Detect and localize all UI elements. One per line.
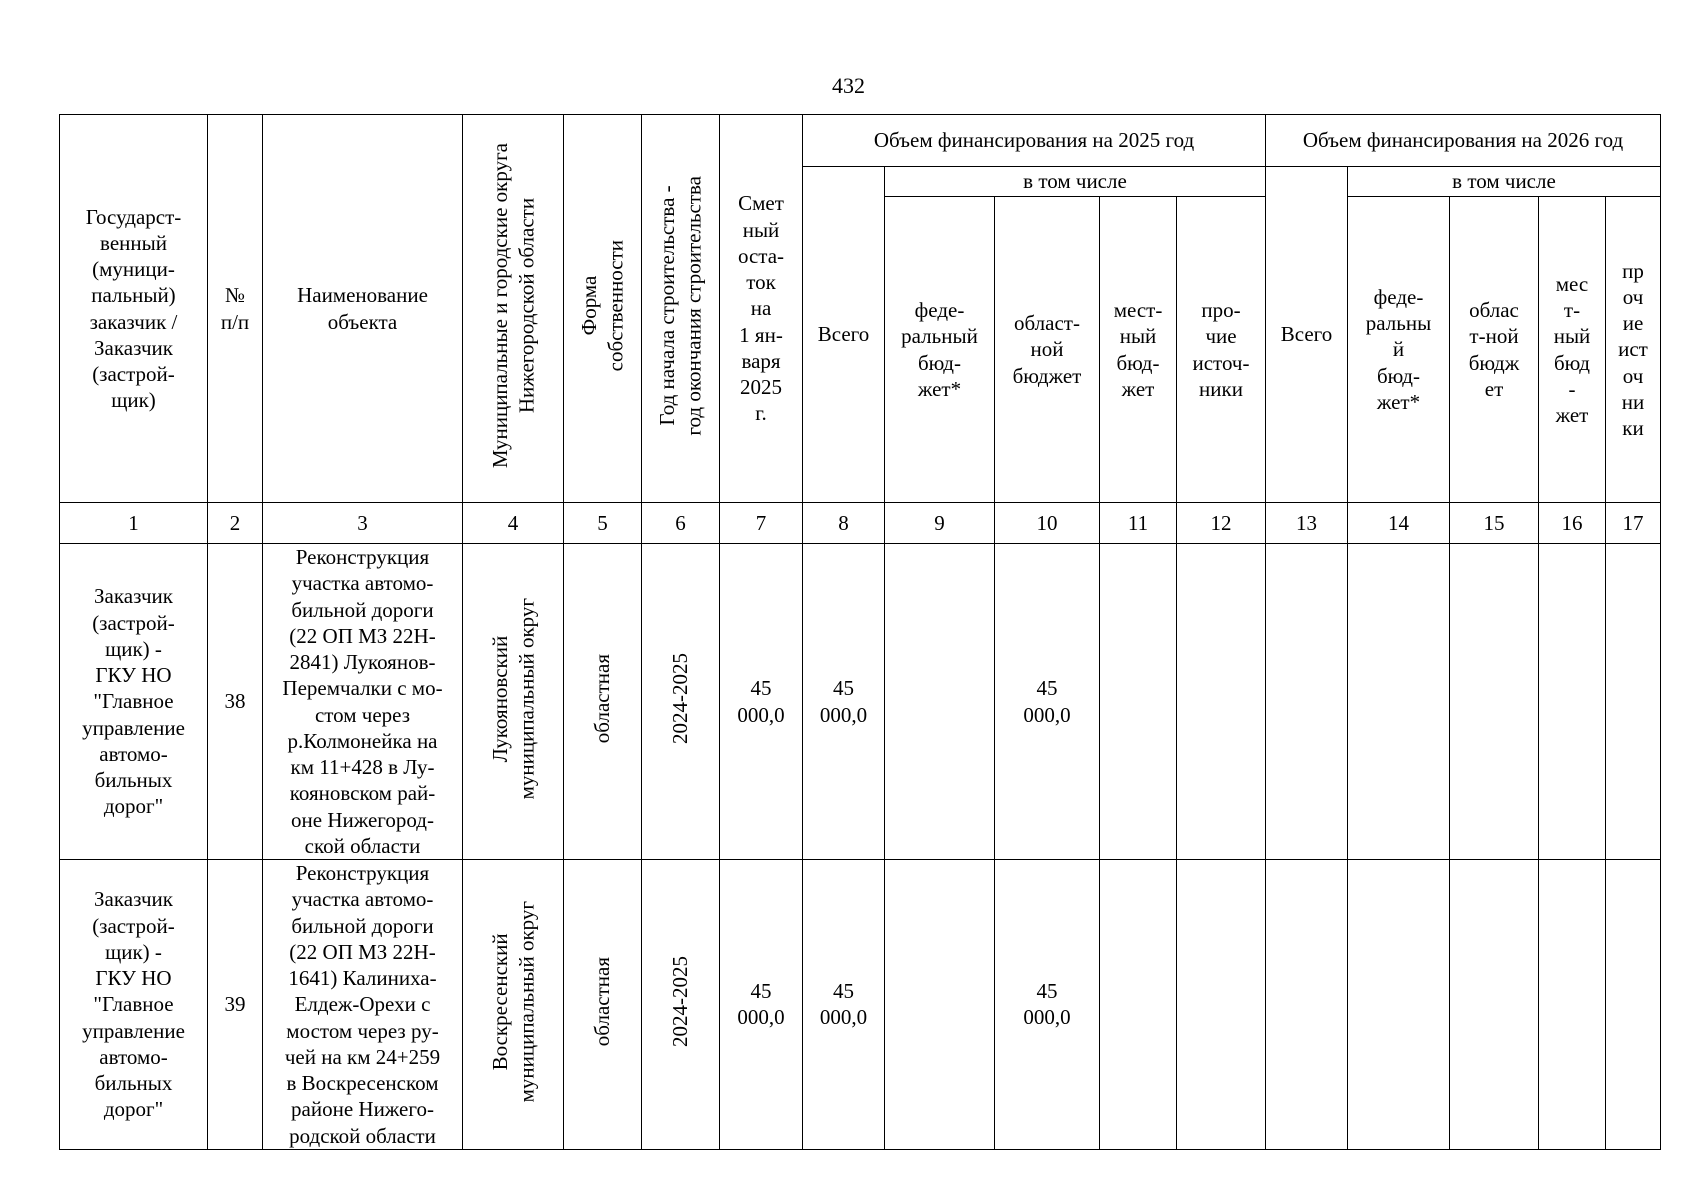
header-district: Муниципальные и городские округа Нижегородской области: [487, 142, 538, 468]
column-number: 10: [995, 503, 1100, 544]
header-total-2025: Всего: [803, 167, 885, 503]
row-estimate: 45 000,0: [720, 544, 803, 860]
header-ownership-cell: [564, 115, 642, 503]
header-number: № п/п: [208, 115, 263, 503]
table-row: [60, 860, 1661, 1150]
row-local-2025: [1100, 860, 1177, 1150]
header-financing-2026: Объем финансирования на 2026 год: [1266, 115, 1661, 167]
row-district-cell: [463, 860, 564, 1150]
column-number: 7: [720, 503, 803, 544]
header-years-cell: [642, 115, 720, 503]
row-other-2025: [1177, 544, 1266, 860]
header-federal-2025: феде- ральный бюд- жет*: [885, 197, 995, 503]
column-number: 8: [803, 503, 885, 544]
table-row: [60, 544, 1661, 860]
header-federal-2026: феде- ральны й бюд- жет*: [1348, 197, 1450, 503]
row-federal-2026: [1348, 544, 1450, 860]
header-customer: Государст- венный (муници- пальный) заказчик / Заказчик (застрой- щик): [60, 115, 208, 503]
column-number: 9: [885, 503, 995, 544]
header-other-2026: пр оч ие ист оч ни ки: [1606, 197, 1661, 503]
row-other-2026: [1606, 860, 1661, 1150]
page-number: 432: [832, 73, 865, 98]
header-total-2026: Всего: [1266, 167, 1348, 503]
row-federal-2025: [885, 544, 995, 860]
header-other-2025: про- чие источ- ники: [1177, 197, 1266, 503]
column-number: 1: [60, 503, 208, 544]
row-object-name: Реконструкция участка автомо- бильной дороги (22 ОП МЗ 22Н- 1641) Калиниха- Елдеж-Орехи с мостом через ру- чей на км 24+259 в Воскресенском районе Нижего- родской области: [263, 860, 463, 1150]
row-total-2025: 45 000,0: [803, 860, 885, 1150]
row-federal-2026: [1348, 860, 1450, 1150]
row-local-2026: [1539, 544, 1606, 860]
header-including-2026: в том числе: [1348, 167, 1661, 197]
row-other-2025: [1177, 860, 1266, 1150]
column-number: 11: [1100, 503, 1177, 544]
row-total-2026: [1266, 860, 1348, 1150]
column-number-row: [60, 503, 1661, 544]
column-number: 5: [564, 503, 642, 544]
row-ownership: областная: [590, 956, 615, 1046]
row-total-2025: 45 000,0: [803, 544, 885, 860]
row-customer: Заказчик (застрой- щик) - ГКУ НО "Главное управление автомо- бильных дорог": [60, 860, 208, 1150]
column-number: 13: [1266, 503, 1348, 544]
row-years-cell: [642, 860, 720, 1150]
row-years-cell: [642, 544, 720, 860]
row-number: 38: [208, 544, 263, 860]
column-number: 3: [263, 503, 463, 544]
header-ownership: Форма собственности: [577, 239, 628, 372]
row-estimate: 45 000,0: [720, 860, 803, 1150]
header-local-2025: мест- ный бюд- жет: [1100, 197, 1177, 503]
column-number: 12: [1177, 503, 1266, 544]
row-regional-2026: [1450, 544, 1539, 860]
row-number: 39: [208, 860, 263, 1150]
row-local-2026: [1539, 860, 1606, 1150]
row-years: 2024-2025: [668, 955, 693, 1047]
row-district: Воскресенский муниципальный округ: [487, 900, 538, 1102]
header-regional-2026: облас т-ной бюдж ет: [1450, 197, 1539, 503]
column-number: 14: [1348, 503, 1450, 544]
header-financing-2025: Объем финансирования на 2025 год: [803, 115, 1266, 167]
header-object-name: Наименование объекта: [263, 115, 463, 503]
column-number: 2: [208, 503, 263, 544]
row-ownership-cell: [564, 860, 642, 1150]
row-object-name: Реконструкция участка автомо- бильной дороги (22 ОП МЗ 22Н- 2841) Лукоянов- Перемчалки с мо- стом через р.Колмонейка на км 11+428 в Лу- кояновском рай- оне Нижегород- ской области: [263, 544, 463, 860]
row-ownership: областная: [590, 653, 615, 743]
row-regional-2025: 45 000,0: [995, 860, 1100, 1150]
column-number: 15: [1450, 503, 1539, 544]
header-years: Год начала строительства - год окончания строительства: [655, 175, 706, 436]
row-total-2026: [1266, 544, 1348, 860]
row-ownership-cell: [564, 544, 642, 860]
row-regional-2026: [1450, 860, 1539, 1150]
header-row-financing: [60, 115, 1661, 167]
row-years: 2024-2025: [668, 652, 693, 744]
column-number: 4: [463, 503, 564, 544]
row-federal-2025: [885, 860, 995, 1150]
row-district: Лукояновский муниципальный округ: [487, 597, 538, 800]
financing-table: [59, 114, 1661, 1150]
row-district-cell: [463, 544, 564, 860]
row-local-2025: [1100, 544, 1177, 860]
header-including-2025: в том числе: [885, 167, 1266, 197]
header-local-2026: мес т- ный бюд - жет: [1539, 197, 1606, 503]
header-estimate: Смет ный оста- ток на 1 ян- варя 2025 г.: [720, 115, 803, 503]
row-customer: Заказчик (застрой- щик) - ГКУ НО "Главное управление автомо- бильных дорог": [60, 544, 208, 860]
column-number: 6: [642, 503, 720, 544]
header-district-cell: [463, 115, 564, 503]
column-number: 17: [1606, 503, 1661, 544]
row-regional-2025: 45 000,0: [995, 544, 1100, 860]
header-regional-2025: област- ной бюджет: [995, 197, 1100, 503]
row-other-2026: [1606, 544, 1661, 860]
column-number: 16: [1539, 503, 1606, 544]
